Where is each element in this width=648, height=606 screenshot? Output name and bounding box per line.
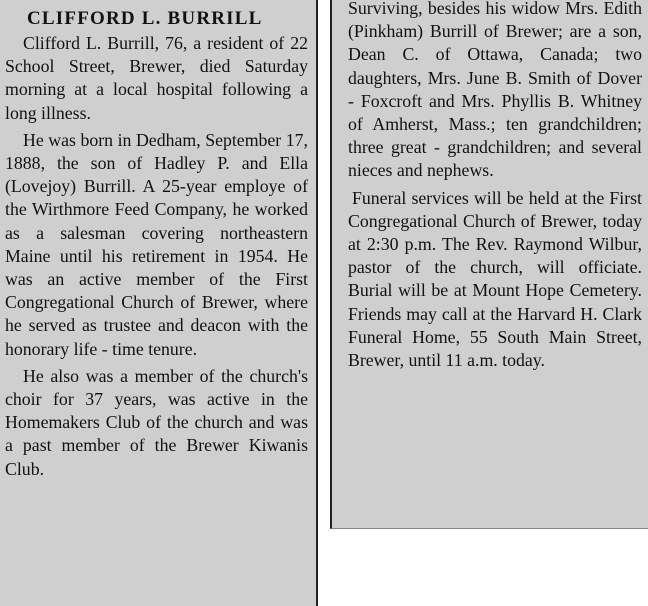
paragraph-biography: He was born in Dedham, September 17, 1888, the son of Hadley P. and Ella (Lovejoy) Burrill. A 25-year employe of the Wirthmore Feed Company, he worked as a salesman covering northeastern Maine until his retirement in 1954. He was an active member of the First Congregational Church of Brewer, where he served as trustee and deacon with the honorary life - time tenure. [5,129,308,359]
paragraph-survivors: Surviving, besides his widow Mrs. Edith (Pinkham) Burrill of Brewer; are a son, Dean C. of Ottawa, Canada; two daughters, Mrs. June B. Smith of Dover - Foxcroft and Mrs. Phyllis B. Whitney of Amherst, Mass.; ten grandchildren; three great - grandchildren; and several nieces and nephews. [348,0,642,181]
paragraph-death-notice: Clifford L. Burrill, 76, a resident of 22 School Street, Brewer, died Saturday morning at a local hospital following a long illness. [5,33,308,123]
right-column [330,0,648,529]
paragraph-funeral-services: Funeral services will be held at the First Congregational Church of Brewer, today at 2:30 p.m. The Rev. Raymond Wilbur, pastor of the church, will officiate. Burial will be at Mount Hope Cemetery. Friends may call at the Harvard H. Clark Funeral Home, 55 South Main Street, Brewer, until 11 a.m. today. [348,187,642,371]
obituary-headline: CLIFFORD L. BURRILL [27,8,263,29]
left-column [0,0,318,606]
paragraph-memberships: He also was a member of the church's choir for 37 years, was active in the Homemakers Club of the church and was a past member of the Brewer Kiwanis Club. [5,365,308,479]
